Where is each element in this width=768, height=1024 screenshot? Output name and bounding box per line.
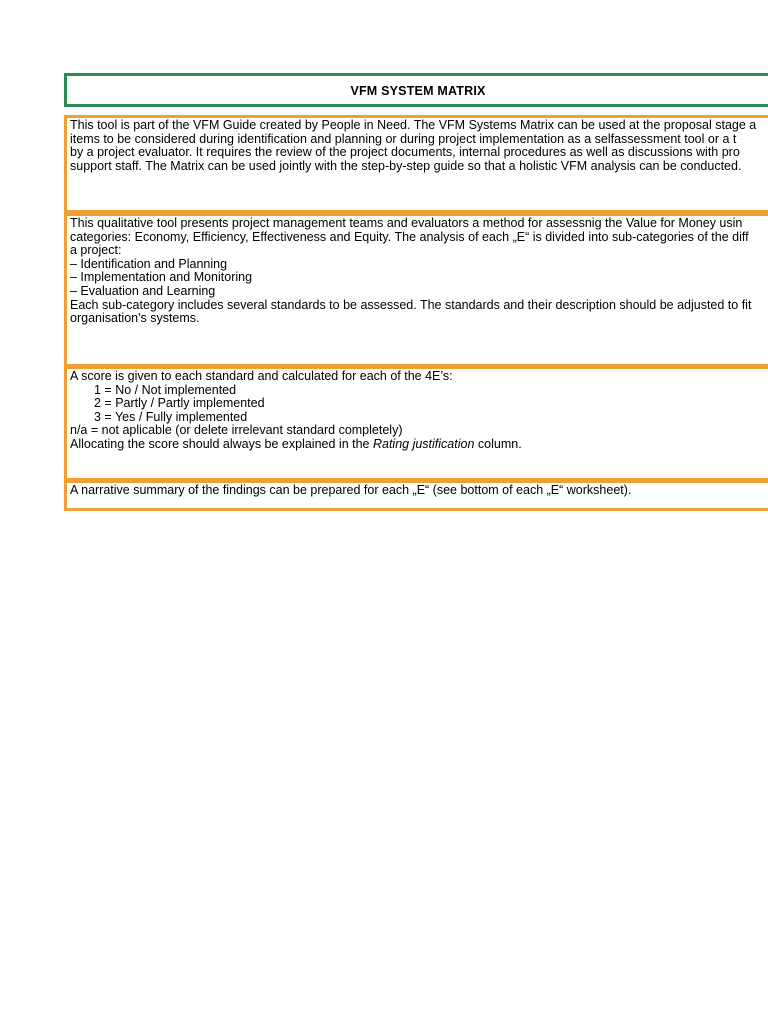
title-cell[interactable] — [64, 73, 768, 107]
method-line: – Implementation and Monitoring — [70, 270, 253, 285]
intro-line: support staff. The Matrix can be used jointly with the step-by-step guide so that a holistic VFM analysis can be conducted. — [70, 158, 742, 173]
intro-cell[interactable] — [64, 115, 768, 213]
summary-cell[interactable] — [64, 480, 768, 511]
method-line: This qualitative tool presents project management teams and evaluators a method for assessnig the Value for Money usin — [70, 216, 743, 230]
method-line: Each sub-category includes several standards to be assessed. The standards and their description should be adjusted to fit — [70, 297, 752, 312]
method-line: a project: — [70, 243, 122, 258]
scoring-intro: A score is given to each standard and calculated for each of the 4E’s: — [70, 369, 453, 383]
intro-line: This tool is part of the VFM Guide created by People in Need. The VFM Systems Matrix can be used at the proposal stage a — [70, 118, 757, 132]
summary-text: A narrative summary of the findings can be prepared for each „E“ (see bottom of each „E“ worksheet). — [70, 483, 632, 497]
score-item: 1 = No / Not implemented — [94, 382, 237, 397]
scoring-na: n/a = not aplicable (or delete irrelevant standard completely) — [70, 423, 403, 438]
method-line: – Identification and Planning — [70, 256, 228, 271]
page-title: VFM SYSTEM MATRIX — [350, 84, 486, 98]
justification-text-before: Allocating the score should always be explained in the — [70, 436, 373, 451]
justification-text-after: column. — [474, 436, 522, 451]
scoring-justification — [70, 438, 768, 452]
method-line: – Evaluation and Learning — [70, 283, 216, 298]
intro-line: items to be considered during identification and planning or during project implementation as a selfassessment tool or a t — [70, 131, 737, 146]
intro-line: by a project evaluator. It requires the review of the project documents, internal procedures as well as discussions with pro — [70, 145, 740, 160]
justification-column-name: Rating justification — [372, 436, 475, 451]
score-item: 3 = Yes / Fully implemented — [94, 409, 248, 424]
method-line: categories: Economy, Efficiency, Effectiveness and Equity. The analysis of each „E“ is divided into sub-categories of the diff — [70, 229, 749, 244]
scoring-cell[interactable] — [64, 366, 768, 481]
method-cell[interactable] — [64, 213, 768, 367]
method-line: organisation's systems. — [70, 311, 200, 326]
score-item: 2 = Partly / Partly implemented — [94, 396, 265, 411]
